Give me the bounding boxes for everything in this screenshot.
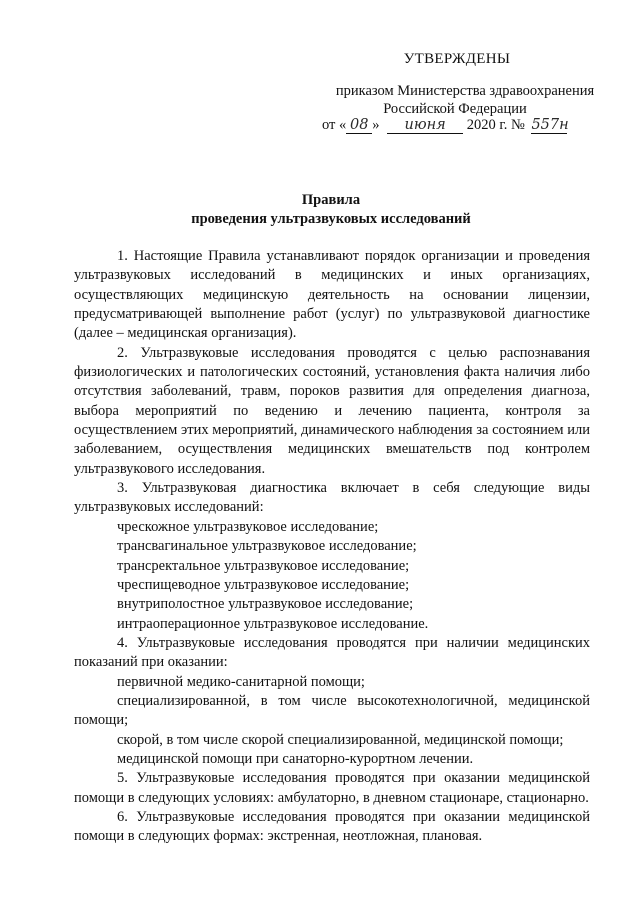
paragraph-3: 3. Ультразвуковая диагностика включает в себя следующие виды ультразвуковых исследований: xyxy=(74,480,590,516)
approval-stamp xyxy=(300,50,600,118)
order-number-handwritten: 557н xyxy=(531,117,569,133)
approval-org-line1: приказом Министерства здравоохранения xyxy=(335,83,595,99)
order-day-handwritten: 08 xyxy=(346,118,372,134)
list-item: первичной медико-санитарной помощи; xyxy=(117,673,365,690)
approval-org-line2: Российской Федерации xyxy=(383,101,527,117)
list-item: чреспищеводное ультразвуковое исследование; xyxy=(117,576,410,593)
approval-heading: УТВЕРЖДЕНЫ xyxy=(403,51,511,67)
order-month-handwritten: июня xyxy=(387,118,463,134)
list-item: медицинской помощи при санаторно-курортном лечении. xyxy=(117,750,474,767)
paragraph-6: 6. Ультразвуковые исследования проводятся при оказании медицинской помощи в следующих формах: экстренная, неотложная, плановая. xyxy=(74,808,590,845)
title-line-1: Правила xyxy=(301,192,361,208)
paragraph-4: 4. Ультразвуковые исследования проводятся при наличии медицинских показаний при оказании: xyxy=(74,634,590,671)
list-item: трансректальное ультразвуковое исследование; xyxy=(117,557,410,574)
order-year: 2020 г. № xyxy=(466,117,525,133)
list-item: скорой, в том числе скорой специализированной, медицинской помощи; xyxy=(117,731,564,748)
list-item: трансвагинальное ультразвуковое исследование; xyxy=(117,538,417,555)
list-item: внутриполостное ультразвуковое исследование; xyxy=(117,596,414,613)
list-item: специализированной, в том числе высокотехнологичной, медицинской помощи; xyxy=(74,692,590,729)
document-body xyxy=(74,247,590,847)
list-item: интраоперационное ультразвуковое исследование. xyxy=(117,615,429,632)
order-prefix: от « xyxy=(322,117,347,133)
list-item: чрескожное ультразвуковое исследование; xyxy=(117,518,379,535)
paragraph-5: 5. Ультразвуковые исследования проводятся при оказании медицинской помощи в следующих условиях: амбулаторно, в дневном стационаре, стационарно. xyxy=(74,770,590,806)
paragraph-1: 1. Настоящие Правила устанавливают порядок организации и проведения ультразвуковых исследований в медицинских и иных организациях, осуществляющих медицинскую деятельность на основании лицензии, предусматривающей выполнение работ (услуг) по ультразвуковой диагностике (далее – медицинская организация). xyxy=(74,248,590,342)
document-title xyxy=(0,191,640,229)
paragraph-2: 2. Ультразвуковые исследования проводятся с целью распознавания физиологических и патологических состояний, установления факта наличия либо отсутствия заболеваний, травм, пороков развития для определения диагноза, выбора мероприятий по ведению и лечению пациента, контроля за осуществлением этих мероприятий, динамического наблюдения за состоянием или заболеванием, осуществления медицинских вмешательств под контролем ультразвукового исследования. xyxy=(74,344,590,477)
title-line-2: проведения ультразвуковых исследований xyxy=(191,211,471,227)
order-line xyxy=(322,116,567,134)
order-quote-close: » xyxy=(372,117,380,133)
